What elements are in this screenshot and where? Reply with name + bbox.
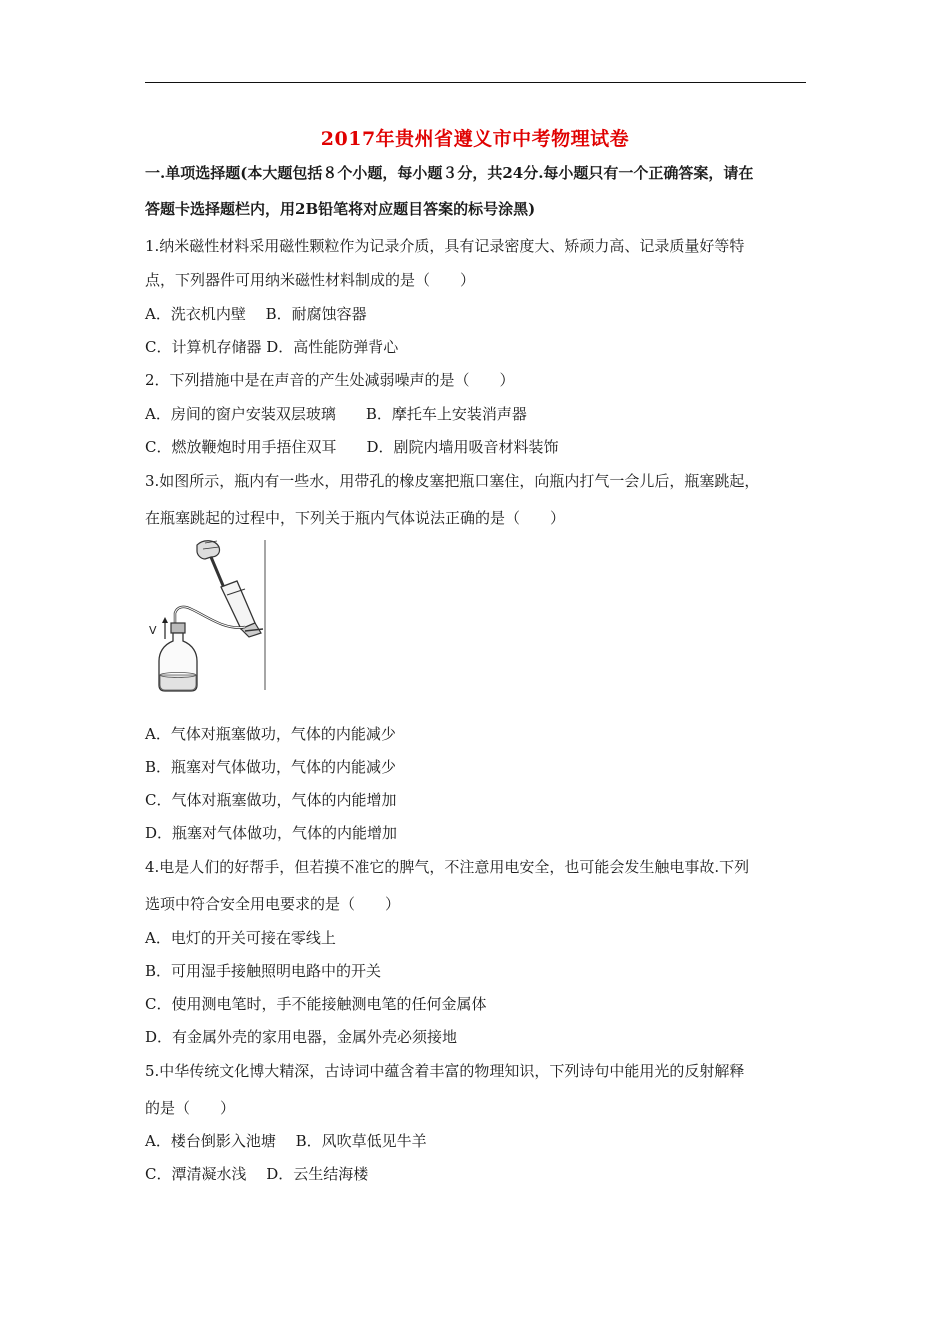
q3-option-b: B．瓶塞对气体做功，气体的内能减少 — [145, 758, 397, 776]
q5-stem-line1: 5.中华传统文化博大精深，古诗词中蕴含着丰富的物理知识，下列诗句中能用光的反射解释 — [145, 1062, 745, 1080]
pump-barrel — [221, 581, 255, 629]
q3-option-a: A．气体对瓶塞做功，气体的内能减少 — [145, 725, 396, 743]
section-heading-line2: 答题卡选择题栏内，用2B铅笔将对应题目答案的标号涂黑) — [145, 200, 536, 218]
q2-stem-line1: 2．下列措施中是在声音的产生处减弱噪声的是（ ） — [145, 371, 515, 389]
q4-option-c: C．使用测电笔时，手不能接触测电笔的任何金属体 — [145, 995, 487, 1013]
q2-option-ab: A．房间的窗户安装双层玻璃 B．摩托车上安装消声器 — [145, 405, 527, 423]
bottle-pump-figure — [145, 535, 270, 693]
q4-option-d: D．有金属外壳的家用电器，金属外壳必须接地 — [145, 1028, 458, 1046]
q1-option-ab: A．洗衣机内壁 B．耐腐蚀容器 — [145, 305, 367, 323]
section-heading-line1: 一.单项选择题(本大题包括８个小题，每小题３分，共24分.每小题只有一个正确答案，请在 — [145, 164, 754, 182]
q4-option-b: B．可用湿手接触照明电路中的开关 — [145, 962, 382, 980]
q4-option-a: A．电灯的开关可接在零线上 — [145, 929, 336, 947]
q1-option-cd: C．计算机存储器 D．高性能防弹背心 — [145, 338, 399, 356]
q1-stem-line1: 1.纳米磁性材料采用磁性颗粒作为记录介质，具有记录密度大、矫顽力高、记录质量好等特 — [145, 237, 745, 255]
rubber-stopper — [171, 623, 185, 633]
q5-option-ab: A．楼台倒影入池塘 B．风吹草低见牛羊 — [145, 1132, 427, 1150]
q2-option-cd: C．燃放鞭炮时用手捂住双耳 D．剧院内墙用吸音材料装饰 — [145, 438, 559, 456]
q5-stem-line2: 的是（ ） — [145, 1099, 236, 1117]
velocity-label: V — [149, 624, 157, 637]
header-rule — [145, 82, 806, 83]
q3-stem-line1: 3.如图所示，瓶内有一些水，用带孔的橡皮塞把瓶口塞住，向瓶内打气一会儿后，瓶塞跳起， — [145, 472, 760, 490]
q5-option-cd: C．潭清凝水浅 D．云生结海楼 — [145, 1165, 369, 1183]
q3-option-d: D．瓶塞对气体做功，气体的内能增加 — [145, 824, 398, 842]
hand-shape — [197, 541, 220, 559]
q3-stem-line2: 在瓶塞跳起的过程中，下列关于瓶内气体说法正确的是（ ） — [145, 509, 566, 527]
q4-stem-line1: 4.电是人们的好帮手，但若摸不准它的脾气，不注意用电安全，也可能会发生触电事故.下列 — [145, 858, 750, 876]
q3-option-c: C．气体对瓶塞做功，气体的内能增加 — [145, 791, 397, 809]
q4-stem-line2: 选项中符合安全用电要求的是（ ） — [145, 895, 401, 913]
page-title: 2017年贵州省遵义市中考物理试卷 — [320, 128, 630, 150]
arrow-head-icon — [162, 617, 168, 623]
q1-stem-line2: 点，下列器件可用纳米磁性材料制成的是（ ） — [145, 271, 476, 289]
